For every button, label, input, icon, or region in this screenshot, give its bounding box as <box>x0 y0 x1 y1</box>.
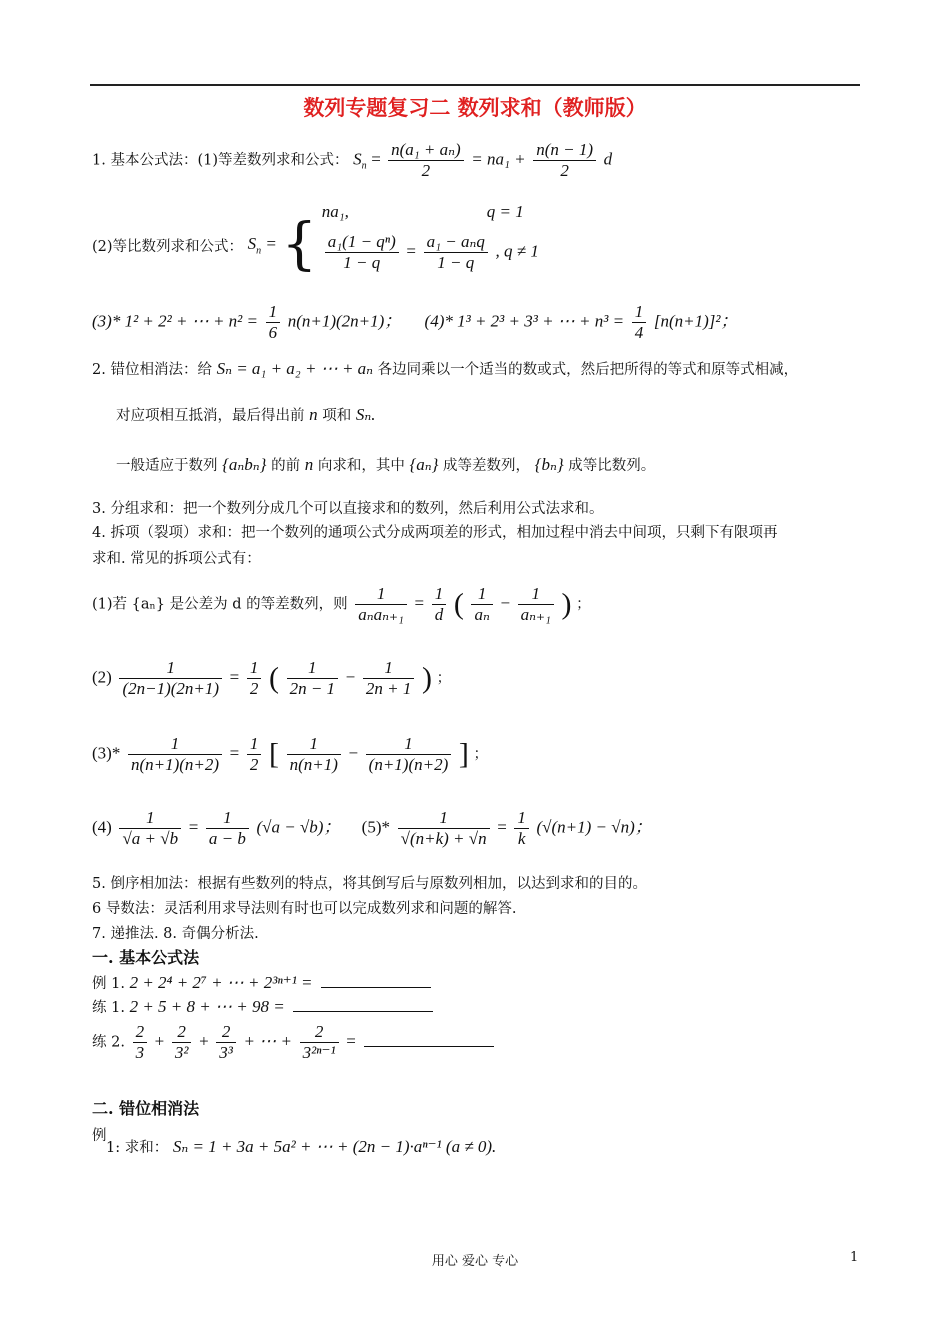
split-2-end: ； <box>436 670 452 687</box>
practice-1-label: 练 1. <box>92 1000 125 1016</box>
practice-2-f2: $\frac{2}{\text{3²}}$ <box>172 1022 192 1063</box>
example-1 <box>92 972 431 993</box>
split-3-k: $\frac{1}{2}$ <box>247 734 262 775</box>
s1-frac2: $\frac{n(n - 1)}{2}$ <box>533 140 596 181</box>
s2-line3-a: 一般适应于数列 <box>116 458 218 474</box>
s2-line3-e: 成等比数列。 <box>568 458 656 474</box>
s1c-p3: (3)* 1² + 2² + ⋯ + n² = <box>92 311 258 331</box>
s2-line3-f2: {aₙ} <box>409 455 439 474</box>
split-1-t1: $\frac{1}{\text{aₙ}}$ <box>471 584 492 625</box>
s1c-p4: (4)* 1³ + 2³ + 3³ + ⋯ + n³ = <box>424 311 625 331</box>
split-1-lhs: $\frac{1}{\text{aₙaₙ₊₁}}$ <box>355 584 407 625</box>
s2-line1-a: 2. 错位相消法：给 <box>92 362 212 378</box>
s7-line: 7. 递推法. 8. 奇偶分析法. <box>92 926 259 942</box>
split-2-t2: $\frac{1}{2n + 1}$ <box>363 658 414 699</box>
s1b-line: (2)等比数列求和公式： $S_n$ = { na₁, q = 1 $\frac{\text{a₁(1 − qⁿ)}}{1 - q}$ = $\frac{\text{a₁ − aₙq}}{1 - q}$ , q ≠ 1 <box>92 202 539 277</box>
s2-line1-formula: Sₙ = a₁ + a₂ + ⋯ + aₙ <box>216 359 374 378</box>
split-5-tail: (√(n+1) − √n)； <box>536 817 652 837</box>
split-4-tail: (√a − √b)； <box>256 817 341 837</box>
page-title: 数列专题复习二 数列求和（教师版） <box>303 95 647 120</box>
practice-2-f4: $\frac{2}{\text{3²ⁿ⁻¹}}$ <box>300 1022 339 1063</box>
s2-line3-n: n <box>304 455 314 474</box>
split-1: (1)若 {aₙ} 是公差为 d 的等差数列，则 $\frac{1}{\text{aₙaₙ₊₁}}$ = $\frac{1}{d}$ ( $\frac{1}{\text{aₙ}}$ − $\frac{1}{\text{aₙ₊₁}}$ ) ； <box>92 584 591 624</box>
split-2-t1: $\frac{1}{2n - 1}$ <box>287 658 338 699</box>
s1b-label: (2)等比数列求和公式： <box>92 238 244 255</box>
practice-2-label: 练 2. <box>92 1034 125 1051</box>
s1-num: 1. <box>92 152 106 169</box>
practice-2-f3: $\frac{2}{\text{3³}}$ <box>216 1022 236 1063</box>
practice-1-expr: 2 + 5 + 8 + ⋯ + 98 = <box>129 997 285 1016</box>
s1-frac1: $\frac{\text{n(a₁ + aₙ)}}{2}$ <box>388 140 464 181</box>
s2-line2-b: 项和 <box>322 408 352 424</box>
split-45: (4) $\frac{1}{√a + √b}$ = $\frac{1}{a - b}$ (√a − √b)； (5)* $\frac{1}{√(n+k) + √n}$ = $\frac{1}{k}$ (√(n+1) − √n)； <box>92 808 652 848</box>
answer-blank[interactable] <box>293 997 433 1012</box>
split-1-k: $\frac{1}{d}$ <box>432 584 447 625</box>
practice-2-eq: = <box>346 1031 356 1051</box>
split-3-t2: $\frac{1}{(n+1)(n+2)}$ <box>366 734 452 775</box>
split-1-end: ； <box>576 596 591 613</box>
s1b-case2-cond: , q ≠ 1 <box>495 241 539 261</box>
page-number: 1 <box>850 1250 859 1265</box>
split-3: (3)* $\frac{1}{n(n+1)(n+2)}$ = $\frac{1}{2}$ [ $\frac{1}{n(n+1)}$ − $\frac{1}{(n+1)(n+2)}$ ] ； <box>92 734 488 774</box>
split-4-k: $\frac{1}{a - b}$ <box>206 808 249 849</box>
example-2-text: 求和： <box>124 1140 169 1156</box>
example-2 <box>92 1124 107 1145</box>
s4-line2: 求和. 常见的拆项公式有： <box>92 551 261 567</box>
page-footer: 用心 爱心 专心 <box>431 1254 519 1269</box>
section-2-heading: 二. 错位相消法 <box>92 1099 200 1118</box>
split-1-label: (1)若 {aₙ} 是公差为 d 的等差数列，则 <box>92 596 348 613</box>
s1c-p4-tail: [n(n+1)]²； <box>653 311 738 331</box>
example-2-label-b: 1: <box>106 1140 121 1156</box>
s2-line2-s: Sₙ. <box>355 405 376 424</box>
s2-line3-c: 向求和，其中 <box>317 458 405 474</box>
s2-line3-f3: {bₙ} <box>534 455 564 474</box>
example-2-label-a: 例 <box>92 1128 107 1144</box>
section-1-heading: 一. 基本公式法 <box>92 948 200 967</box>
split-3-end: ； <box>473 746 488 763</box>
s2-line3-f1: {aₙbₙ} <box>222 455 267 474</box>
s2-line1-b: 各边同乘以一个适当的数或式，然后把所得的等式和原等式相减， <box>377 362 799 378</box>
s1b-case1: na₁, <box>321 202 349 221</box>
s1c-line <box>92 302 737 343</box>
example-1-expr: 2 + 2⁴ + 2⁷ + ⋯ + 2³ⁿ⁺¹ = <box>129 973 313 992</box>
header-rule <box>90 84 860 86</box>
practice-2: 练 2. $\frac{2}{3}$ + $\frac{2}{\text{3²}}$ + $\frac{2}{\text{3³}}$ + ⋯ + $\frac{2}{\text{3²ⁿ⁻¹}}$ = <box>92 1022 494 1063</box>
split-3-t1: $\frac{1}{n(n+1)}$ <box>287 734 341 775</box>
answer-blank[interactable] <box>321 973 431 988</box>
split-5-k: $\frac{1}{k}$ <box>514 808 529 849</box>
split-5-lhs: $\frac{1}{√(n+k) + √n}$ <box>398 808 490 849</box>
split-1-t2: $\frac{1}{\text{aₙ₊₁}}$ <box>518 584 554 625</box>
split-2: (2) $\frac{1}{(2n-1)(2n+1)}$ = $\frac{1}{2}$ ( $\frac{1}{2n - 1}$ − $\frac{1}{2n + 1}$ ) ； <box>92 658 452 698</box>
example-1-label: 例 1. <box>92 976 125 992</box>
split-2-label: (2) <box>92 667 112 687</box>
brace-icon: { <box>281 212 318 277</box>
s1b-frac1: $\frac{\text{a₁(1 − qⁿ)}}{1 - q}$ <box>325 232 399 273</box>
s2-line1 <box>92 358 798 379</box>
split-2-lhs: $\frac{1}{(2n-1)(2n+1)}$ <box>119 658 222 699</box>
s2-line3-b: 的前 <box>271 458 301 474</box>
s1c-p3-frac: $\frac{1}{6}$ <box>266 302 281 343</box>
s1-tail: d <box>603 149 613 169</box>
split-2-k: $\frac{1}{2}$ <box>247 658 262 699</box>
s1c-p4-frac: $\frac{1}{4}$ <box>632 302 647 343</box>
s1-mid: = na₁ + <box>471 149 526 169</box>
split-4-lhs: $\frac{1}{√a + √b}$ <box>119 808 181 849</box>
practice-2-dots: + ⋯ + <box>243 1031 292 1051</box>
s6-line: 6 导数法：灵活利用求导法则有时也可以完成数列求和问题的解答. <box>92 901 517 917</box>
s1-line: 1. 基本公式法：(1)等差数列求和公式： $S_n$ = $\frac{\text{n(a₁ + aₙ)}}{2}$ = na₁ + $\frac{n(n - 1)}{2}$ d <box>92 140 613 180</box>
s1-text: 基本公式法：(1)等差数列求和公式： <box>110 152 349 169</box>
s2-line2-n: n <box>309 405 318 424</box>
split-3-lhs: $\frac{1}{n(n+1)(n+2)}$ <box>128 734 222 775</box>
s2-line3-d: 成等差数列， <box>443 458 531 474</box>
s2-line2 <box>116 404 375 425</box>
s1c-p3-tail: n(n+1)(2n+1)； <box>287 311 402 331</box>
s4-line1: 4. 拆项（裂项）求和：把一个数列的通项公式分成两项差的形式，相加过程中消去中间项，只剩下有限项再 <box>92 525 778 541</box>
s3-line: 3. 分组求和：把一个数列分成几个可以直接求和的数列，然后利用公式法求和。 <box>92 501 604 517</box>
s1b-frac2: $\frac{\text{a₁ − aₙq}}{1 - q}$ <box>424 232 488 273</box>
example-2-expr: Sₙ = 1 + 3a + 5a² + ⋯ + (2n − 1)·aⁿ⁻¹ (a ≠ 0). <box>172 1137 497 1156</box>
s1b-case1-cond: q = 1 <box>486 202 524 221</box>
split-5-label: (5)* <box>361 817 390 837</box>
s1-lhs: S <box>353 149 362 169</box>
practice-1 <box>92 996 433 1017</box>
s2-line2-a: 对应项相互抵消，最后得出前 <box>116 408 305 424</box>
answer-blank[interactable] <box>364 1032 494 1047</box>
split-4-label: (4) <box>92 817 112 837</box>
example-2-body <box>106 1136 496 1157</box>
s2-line3 <box>116 454 655 475</box>
practice-2-f1: $\frac{2}{3}$ <box>133 1022 148 1063</box>
split-3-label: (3)* <box>92 743 121 763</box>
s5-line: 5. 倒序相加法：根据有些数列的特点，将其倒写后与原数列相加，以达到求和的目的。 <box>92 876 647 892</box>
